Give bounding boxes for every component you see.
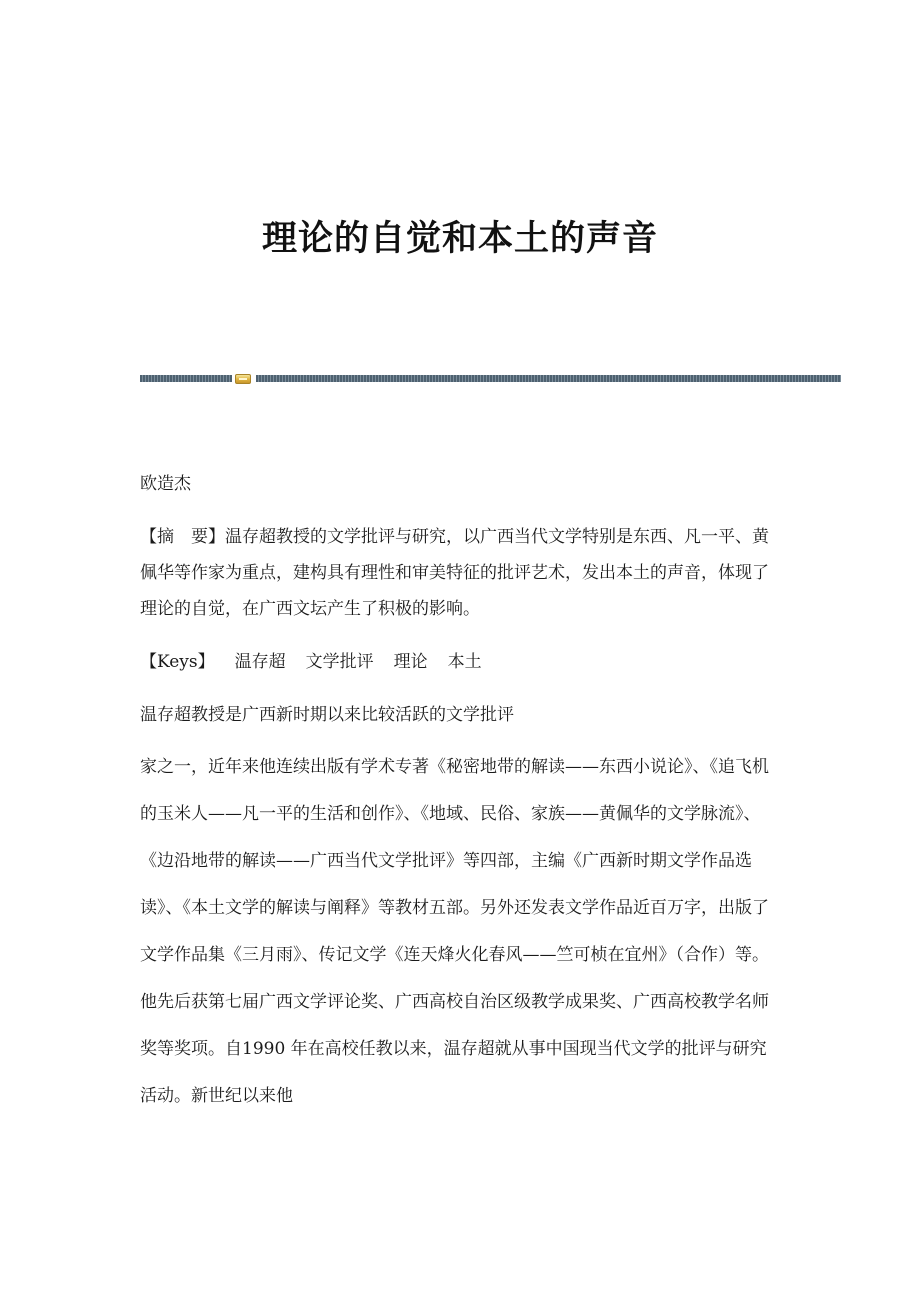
body-paragraph: 家之一，近年来他连续出版有学术专著《秘密地带的解读——东西小说论》、《追飞机的玉米人——凡一平的生活和创作》、《地域、民俗、家族——黄佩华的文学脉流》、《边沿地带的解读——广西当代文学批评》等四部，主编《广西新时期文学作品选读》、《本土文学的解读与阐释》等教材五部。另外还发表文学作品近百万字，出版了文学作品集《三月雨》、传记文学《连天烽火化春风——竺可桢在宜州》（合作）等。他先后获第七届广西文学评论奖、广西高校自治区级教学成果奖、广西高校教学名师奖等奖项。自1990 年在高校任教以来，温存超就从事中国现当代文学的批评与研究活动。新世纪以来他 [140,757,769,1106]
keyword: 温存超 [234,652,286,672]
document-body [140,466,772,1120]
intro-line: 温存超教授是广西新时期以来比较活跃的文学批评 [140,705,514,725]
keywords-line [140,644,772,680]
abstract-paragraph [140,519,772,627]
keyword: 本土 [447,652,482,672]
divider-ornament-icon [235,374,251,384]
author-name: 欧造杰 [140,474,191,494]
document-title: 理论的自觉和本土的声音 [261,218,658,259]
divider-bar-left [140,375,232,382]
keyword: 理论 [393,652,428,672]
divider-bar-right [256,375,841,382]
keywords-label: 【Keys】 [140,652,215,672]
abstract-text: 温存超教授的文学批评与研究，以广西当代文学特别是东西、凡一平、黄佩华等作家为重点，建构具有理性和审美特征的批评艺术，发出本土的声音，体现了理论的自觉，在广西文坛产生了积极的影响。 [140,527,769,619]
title-divider [140,374,841,384]
abstract-label: 【摘 要】 [140,527,225,547]
keyword: 文学批评 [305,652,374,672]
